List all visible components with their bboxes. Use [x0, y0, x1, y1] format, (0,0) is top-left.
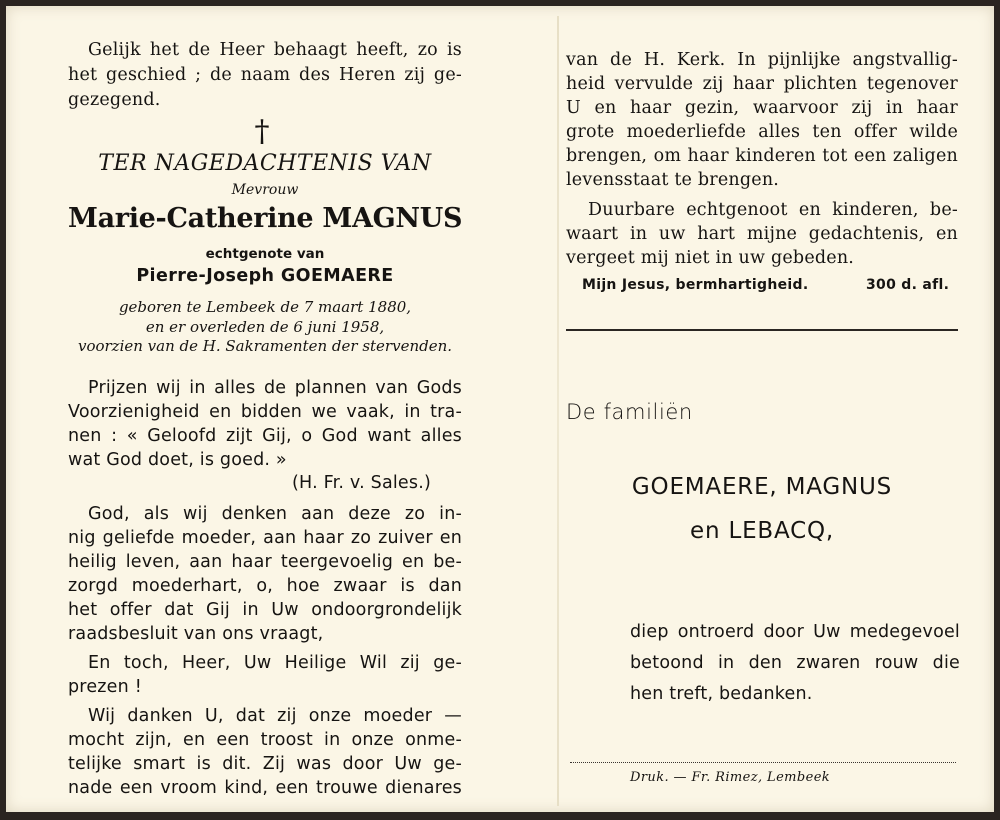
text-line: Duurbare echtgenoot en kinderen, be- — [588, 200, 958, 220]
family-names: GOEMAERE, MAGNUS — [631, 474, 893, 500]
prayer-invocation: Mijn Jesus, bermhartigheid. — [582, 277, 809, 293]
intro-line-2: het geschied ; de naam des Heren zij ge- — [68, 65, 462, 85]
text-line: prezen ! — [68, 677, 142, 697]
text-line: raadsbesluit van ons vraagt, — [68, 624, 324, 644]
sacraments-line: voorzien van de H. Sakramenten der stervenden. — [77, 337, 453, 355]
spouse-label: echtgenote van — [205, 246, 325, 262]
text-line: brengen, om haar kinderen tot een zaligen — [566, 146, 958, 166]
text-line: Wij danken U, dat zij onze moeder — — [88, 706, 462, 726]
text-line: mocht zijn, en een troost in onze onme- — [68, 730, 462, 750]
thanks-line-2: betoond in den zwaren rouw die — [630, 653, 960, 673]
divider-line — [566, 329, 958, 331]
prayer-line-4: wat God doet, is goed. » — [68, 450, 287, 470]
text-line: waart in uw hart mijne gedachtenis, en — [566, 224, 958, 244]
birth-date: geboren te Lembeek de 7 maart 1880, — [118, 298, 412, 316]
prayer-line-2: Voorzienigheid en bidden we vaak, in tra- — [68, 402, 462, 422]
text-line: zorgd moederhart, o, hoe zwaar is dan — [68, 576, 462, 596]
text-line: nig geliefde moeder, aan haar zo zuiver en — [68, 528, 462, 548]
prayer-line-3: nen : « Geloofd zijt Gij, o God want alles — [68, 426, 462, 446]
text-line: nade een vroom kind, een trouwe dienares — [68, 778, 462, 798]
indulgence-note: 300 d. afl. — [866, 277, 950, 293]
text-line: heid vervulde zij haar plichten tegenover — [566, 74, 958, 94]
families-intro: De familiën — [566, 400, 693, 424]
fold-line — [557, 16, 559, 806]
deceased-name: Marie-Catherine MAGNUS — [68, 203, 463, 234]
memorial-card — [6, 6, 994, 812]
text-line: telijke smart is dit. Zij was door Uw ge- — [68, 754, 462, 774]
text-line: grote moederliefde alles ten offer wilde — [566, 122, 958, 142]
prayer-source: (H. Fr. v. Sales.) — [292, 473, 432, 493]
text-line: vergeet mij niet in uw gebeden. — [566, 248, 855, 268]
spouse-name: Pierre-Joseph GOEMAERE — [136, 266, 394, 286]
family-names-2: en LEBACQ, — [690, 518, 834, 544]
intro-line-3: gezegend. — [68, 90, 161, 110]
text-line: het offer dat Gij in Uw ondoorgrondelijk — [68, 600, 462, 620]
text-line: God, als wij denken aan deze zo in- — [88, 504, 462, 524]
printer-credit: Druk. — Fr. Rimez, Lembeek — [630, 770, 831, 785]
thanks-line-3: hen treft, bedanken. — [630, 684, 813, 704]
text-line: U en haar gezin, waarvoor zij in haar — [566, 98, 958, 118]
death-date: en er overleden de 6 juni 1958, — [145, 318, 385, 336]
dotted-divider — [570, 762, 956, 763]
cross-icon: † — [254, 114, 270, 149]
intro-line-1: Gelijk het de Heer behaagt heeft, zo is — [88, 40, 462, 60]
thanks-line-1: diep ontroerd door Uw medegevoel — [630, 622, 960, 642]
text-line: levensstaat te brengen. — [566, 170, 780, 190]
prayer-line-1: Prijzen wij in alles de plannen van Gods — [88, 378, 462, 398]
memorial-heading: TER NAGEDACHTENIS VAN — [98, 151, 432, 176]
text-line: van de H. Kerk. In pijnlijke angstvallig- — [566, 50, 958, 70]
title-mevrouw: Mevrouw — [231, 182, 299, 198]
text-line: heilig leven, aan haar teergevoelig en be- — [68, 552, 462, 572]
text-line: En toch, Heer, Uw Heilige Wil zij ge- — [88, 653, 462, 673]
